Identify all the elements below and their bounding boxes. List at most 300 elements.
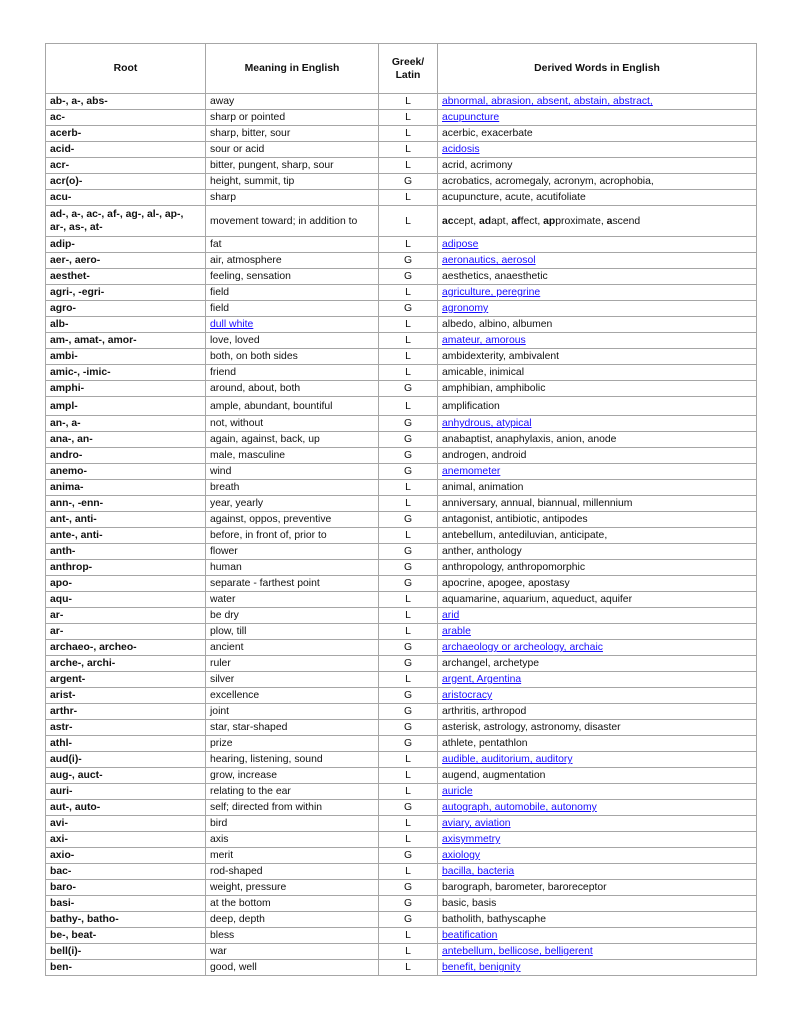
table-row bbox=[46, 784, 757, 800]
greek-latin-cell: G bbox=[379, 848, 438, 864]
greek-latin-cell: L bbox=[379, 94, 438, 110]
derived-cell: anniversary, annual, biannual, millennium bbox=[438, 496, 757, 512]
root-cell: axi- bbox=[46, 832, 206, 848]
root-cell: aesthet- bbox=[46, 269, 206, 285]
table-row bbox=[46, 237, 757, 253]
derived-cell-link[interactable]: aeronautics, aerosol bbox=[442, 255, 536, 266]
table-row bbox=[46, 126, 757, 142]
derived-cell-link[interactable]: archaeology or archeology, archaic bbox=[442, 642, 603, 653]
meaning-cell: good, well bbox=[206, 960, 379, 976]
table-row bbox=[46, 896, 757, 912]
root-cell: ar- bbox=[46, 624, 206, 640]
table-row bbox=[46, 608, 757, 624]
table-row bbox=[46, 560, 757, 576]
meaning-cell: not, without bbox=[206, 416, 379, 432]
table-row bbox=[46, 397, 757, 416]
greek-latin-cell: G bbox=[379, 416, 438, 432]
table-row bbox=[46, 736, 757, 752]
root-cell: ambi- bbox=[46, 349, 206, 365]
table-row bbox=[46, 592, 757, 608]
root-cell: anthrop- bbox=[46, 560, 206, 576]
derived-cell: anthropology, anthropomorphic bbox=[438, 560, 757, 576]
derived-cell-link[interactable]: anemometer bbox=[442, 466, 501, 477]
table-row bbox=[46, 816, 757, 832]
root-cell: ad-, a-, ac-, af-, ag-, al-, ap-, ar-, as-, at- bbox=[46, 206, 206, 237]
meaning-cell: away bbox=[206, 94, 379, 110]
derived-cell: acrid, acrimony bbox=[438, 158, 757, 174]
root-cell: axio- bbox=[46, 848, 206, 864]
table-row bbox=[46, 640, 757, 656]
meaning-cell: year, yearly bbox=[206, 496, 379, 512]
table-row bbox=[46, 656, 757, 672]
header-meaning: Meaning in English bbox=[206, 44, 379, 94]
derived-cell: albedo, albino, albumen bbox=[438, 317, 757, 333]
root-cell: alb- bbox=[46, 317, 206, 333]
root-cell: ben- bbox=[46, 960, 206, 976]
greek-latin-cell: L bbox=[379, 768, 438, 784]
root-cell: athl- bbox=[46, 736, 206, 752]
table-row bbox=[46, 416, 757, 432]
derived-cell-link[interactable]: arid bbox=[442, 610, 460, 621]
derived-cell: anabaptist, anaphylaxis, anion, anode bbox=[438, 432, 757, 448]
derived-cell bbox=[438, 333, 757, 349]
derived-cell bbox=[438, 624, 757, 640]
table-row bbox=[46, 269, 757, 285]
meaning-cell: field bbox=[206, 285, 379, 301]
greek-latin-cell: G bbox=[379, 448, 438, 464]
root-cell: anima- bbox=[46, 480, 206, 496]
table-row bbox=[46, 576, 757, 592]
greek-latin-cell: G bbox=[379, 720, 438, 736]
meaning-cell: sharp, bitter, sour bbox=[206, 126, 379, 142]
derived-cell bbox=[438, 928, 757, 944]
table-row bbox=[46, 110, 757, 126]
word-remainder: cept, bbox=[453, 215, 479, 227]
prefix-highlight: a bbox=[606, 215, 613, 227]
table-row bbox=[46, 672, 757, 688]
greek-latin-cell: L bbox=[379, 816, 438, 832]
derived-cell bbox=[438, 864, 757, 880]
roots-table bbox=[45, 43, 757, 976]
greek-latin-cell: G bbox=[379, 704, 438, 720]
table-row bbox=[46, 253, 757, 269]
root-cell: arist- bbox=[46, 688, 206, 704]
table-row bbox=[46, 720, 757, 736]
derived-cell: archangel, archetype bbox=[438, 656, 757, 672]
greek-latin-cell: L bbox=[379, 752, 438, 768]
meaning-cell: flower bbox=[206, 544, 379, 560]
greek-latin-cell: L bbox=[379, 158, 438, 174]
header-root: Root bbox=[46, 44, 206, 94]
root-cell: anemo- bbox=[46, 464, 206, 480]
greek-latin-cell: L bbox=[379, 528, 438, 544]
greek-latin-cell: G bbox=[379, 544, 438, 560]
table-row bbox=[46, 848, 757, 864]
greek-latin-cell: G bbox=[379, 512, 438, 528]
root-cell: aqu- bbox=[46, 592, 206, 608]
derived-cell bbox=[438, 960, 757, 976]
root-cell: acid- bbox=[46, 142, 206, 158]
derived-cell: aesthetics, anaesthetic bbox=[438, 269, 757, 285]
root-cell: acr- bbox=[46, 158, 206, 174]
table-row bbox=[46, 800, 757, 816]
meaning-cell: weight, pressure bbox=[206, 880, 379, 896]
meaning-cell: against, oppos, preventive bbox=[206, 512, 379, 528]
derived-cell: amphibian, amphibolic bbox=[438, 381, 757, 397]
table-row bbox=[46, 448, 757, 464]
table-row bbox=[46, 912, 757, 928]
table-row bbox=[46, 528, 757, 544]
derived-cell-link[interactable]: autograph, automobile, autonomy bbox=[442, 802, 597, 813]
derived-cell-link[interactable]: aristocracy bbox=[442, 690, 493, 701]
meaning-cell: ruler bbox=[206, 656, 379, 672]
root-cell: amic-, -imic- bbox=[46, 365, 206, 381]
prefix-highlight: ad bbox=[478, 215, 492, 227]
root-cell: adip- bbox=[46, 237, 206, 253]
greek-latin-cell: G bbox=[379, 640, 438, 656]
root-cell: agri-, -egri- bbox=[46, 285, 206, 301]
greek-latin-cell: L bbox=[379, 190, 438, 206]
table-row bbox=[46, 333, 757, 349]
derived-cell bbox=[438, 944, 757, 960]
derived-cell bbox=[438, 301, 757, 317]
derived-cell bbox=[438, 816, 757, 832]
meaning-cell: relating to the ear bbox=[206, 784, 379, 800]
greek-latin-cell: G bbox=[379, 576, 438, 592]
greek-latin-cell: G bbox=[379, 736, 438, 752]
derived-cell bbox=[438, 464, 757, 480]
prefix-highlight: af bbox=[511, 215, 521, 227]
derived-cell: arthritis, arthropod bbox=[438, 704, 757, 720]
greek-latin-cell: L bbox=[379, 960, 438, 976]
table-row bbox=[46, 480, 757, 496]
root-cell: ana-, an- bbox=[46, 432, 206, 448]
derived-cell bbox=[438, 832, 757, 848]
derived-cell: athlete, pentathlon bbox=[438, 736, 757, 752]
meaning-cell: field bbox=[206, 301, 379, 317]
table-row bbox=[46, 464, 757, 480]
meaning-cell: self; directed from within bbox=[206, 800, 379, 816]
word-remainder: apt, bbox=[491, 215, 512, 227]
greek-latin-cell: L bbox=[379, 944, 438, 960]
table-row bbox=[46, 768, 757, 784]
greek-latin-cell: L bbox=[379, 237, 438, 253]
meaning-cell bbox=[206, 317, 379, 333]
derived-cell-link[interactable]: acupuncture bbox=[442, 112, 500, 123]
meaning-cell: movement toward; in addition to bbox=[206, 206, 379, 237]
derived-cell-link[interactable]: beatification bbox=[442, 930, 498, 941]
meaning-cell: axis bbox=[206, 832, 379, 848]
root-cell: auri- bbox=[46, 784, 206, 800]
greek-latin-cell: G bbox=[379, 896, 438, 912]
root-cell: bathy-, batho- bbox=[46, 912, 206, 928]
root-cell: am-, amat-, amor- bbox=[46, 333, 206, 349]
derived-cell-link[interactable]: acidosis bbox=[442, 144, 480, 155]
meaning-cell: bitter, pungent, sharp, sour bbox=[206, 158, 379, 174]
root-cell: amphi- bbox=[46, 381, 206, 397]
meaning-cell: again, against, back, up bbox=[206, 432, 379, 448]
table-row bbox=[46, 704, 757, 720]
derived-cell-link[interactable]: agronomy bbox=[442, 303, 489, 314]
greek-latin-cell: L bbox=[379, 496, 438, 512]
greek-latin-cell: G bbox=[379, 381, 438, 397]
meaning-cell: ancient bbox=[206, 640, 379, 656]
greek-latin-cell: L bbox=[379, 206, 438, 237]
derived-cell-link[interactable]: argent, Argentina bbox=[442, 674, 522, 685]
root-cell: ac- bbox=[46, 110, 206, 126]
greek-latin-cell: G bbox=[379, 656, 438, 672]
root-cell: an-, a- bbox=[46, 416, 206, 432]
meaning-cell: air, atmosphere bbox=[206, 253, 379, 269]
table-row bbox=[46, 206, 757, 237]
derived-cell bbox=[438, 848, 757, 864]
table-row bbox=[46, 94, 757, 110]
greek-latin-cell: L bbox=[379, 624, 438, 640]
table-row bbox=[46, 496, 757, 512]
root-cell: ar- bbox=[46, 608, 206, 624]
root-cell: avi- bbox=[46, 816, 206, 832]
root-cell: bac- bbox=[46, 864, 206, 880]
derived-cell-link[interactable]: axisymmetry bbox=[442, 834, 501, 845]
meaning-cell: grow, increase bbox=[206, 768, 379, 784]
greek-latin-cell: L bbox=[379, 832, 438, 848]
root-cell: ampl- bbox=[46, 397, 206, 416]
root-cell: acr(o)- bbox=[46, 174, 206, 190]
table-row bbox=[46, 752, 757, 768]
meaning-cell: friend bbox=[206, 365, 379, 381]
meaning-cell: deep, depth bbox=[206, 912, 379, 928]
derived-cell-link[interactable]: auricle bbox=[442, 786, 473, 797]
greek-latin-cell: G bbox=[379, 912, 438, 928]
header-derived-words: Derived Words in English bbox=[438, 44, 757, 94]
greek-latin-cell: L bbox=[379, 349, 438, 365]
root-cell: anth- bbox=[46, 544, 206, 560]
greek-latin-cell: L bbox=[379, 784, 438, 800]
derived-cell: ambidexterity, ambivalent bbox=[438, 349, 757, 365]
root-cell: arche-, archi- bbox=[46, 656, 206, 672]
table-row bbox=[46, 285, 757, 301]
table-row bbox=[46, 832, 757, 848]
meaning-cell: star, star-shaped bbox=[206, 720, 379, 736]
greek-latin-cell: L bbox=[379, 317, 438, 333]
meaning-cell: sour or acid bbox=[206, 142, 379, 158]
derived-cell: antebellum, antediluvian, anticipate, bbox=[438, 528, 757, 544]
greek-latin-cell: G bbox=[379, 253, 438, 269]
greek-latin-cell: G bbox=[379, 880, 438, 896]
table-row bbox=[46, 688, 757, 704]
derived-cell-link[interactable]: aviary, aviation bbox=[442, 818, 511, 829]
derived-cell: augend, augmentation bbox=[438, 768, 757, 784]
root-cell: baro- bbox=[46, 880, 206, 896]
derived-cell-link[interactable]: agriculture, peregrine bbox=[442, 287, 541, 298]
meaning-cell: water bbox=[206, 592, 379, 608]
derived-cell bbox=[438, 110, 757, 126]
derived-cell: asterisk, astrology, astronomy, disaster bbox=[438, 720, 757, 736]
root-cell: acu- bbox=[46, 190, 206, 206]
derived-cell-link[interactable]: antebellum, bellicose, belligerent bbox=[442, 946, 593, 957]
root-cell: ant-, anti- bbox=[46, 512, 206, 528]
greek-latin-cell: G bbox=[379, 560, 438, 576]
table-row bbox=[46, 960, 757, 976]
table-row bbox=[46, 142, 757, 158]
root-cell: archaeo-, archeo- bbox=[46, 640, 206, 656]
greek-latin-cell: L bbox=[379, 142, 438, 158]
root-cell: aug-, auct- bbox=[46, 768, 206, 784]
derived-cell-link[interactable]: audible, auditorium, auditory bbox=[442, 754, 573, 765]
derived-cell: animal, animation bbox=[438, 480, 757, 496]
greek-latin-cell: L bbox=[379, 592, 438, 608]
meaning-cell: sharp or pointed bbox=[206, 110, 379, 126]
meaning-cell: breath bbox=[206, 480, 379, 496]
derived-cell-link[interactable]: amateur, amorous bbox=[442, 335, 526, 346]
meaning-cell: height, summit, tip bbox=[206, 174, 379, 190]
derived-cell-link[interactable]: abnormal, abrasion, absent, abstain, abstract, bbox=[442, 96, 653, 107]
derived-cell bbox=[438, 752, 757, 768]
table-row bbox=[46, 317, 757, 333]
root-cell: aut-, auto- bbox=[46, 800, 206, 816]
table-header-row bbox=[46, 44, 757, 94]
meaning-cell: be dry bbox=[206, 608, 379, 624]
derived-cell: amplification bbox=[438, 397, 757, 416]
derived-cell bbox=[438, 784, 757, 800]
derived-cell-link[interactable]: bacilla, bacteria bbox=[442, 866, 515, 877]
meaning-cell: around, about, both bbox=[206, 381, 379, 397]
derived-cell bbox=[438, 672, 757, 688]
greek-latin-cell: G bbox=[379, 688, 438, 704]
derived-cell: anther, anthology bbox=[438, 544, 757, 560]
derived-cell: acerbic, exacerbate bbox=[438, 126, 757, 142]
table-row bbox=[46, 512, 757, 528]
greek-latin-cell: L bbox=[379, 480, 438, 496]
greek-latin-cell: G bbox=[379, 800, 438, 816]
meaning-cell: bird bbox=[206, 816, 379, 832]
greek-latin-cell: L bbox=[379, 928, 438, 944]
derived-cell bbox=[438, 416, 757, 432]
root-cell: arthr- bbox=[46, 704, 206, 720]
derived-cell: aquamarine, aquarium, aqueduct, aquifer bbox=[438, 592, 757, 608]
root-cell: argent- bbox=[46, 672, 206, 688]
greek-latin-cell: G bbox=[379, 432, 438, 448]
meaning-cell: human bbox=[206, 560, 379, 576]
word-remainder: scend bbox=[612, 215, 641, 227]
greek-latin-cell: G bbox=[379, 301, 438, 317]
table-row bbox=[46, 381, 757, 397]
meaning-cell: prize bbox=[206, 736, 379, 752]
greek-latin-cell: L bbox=[379, 608, 438, 624]
derived-cell-link[interactable]: arable bbox=[442, 626, 471, 637]
meaning-cell: excellence bbox=[206, 688, 379, 704]
meaning-cell: male, masculine bbox=[206, 448, 379, 464]
meaning-cell: before, in front of, prior to bbox=[206, 528, 379, 544]
meaning-cell: joint bbox=[206, 704, 379, 720]
root-cell: ab-, a-, abs- bbox=[46, 94, 206, 110]
header-greek-latin: Greek/ Latin bbox=[379, 44, 438, 94]
derived-cell bbox=[438, 608, 757, 624]
derived-cell-link[interactable]: anhydrous, atypical bbox=[442, 418, 532, 429]
table-row bbox=[46, 432, 757, 448]
greek-latin-cell: G bbox=[379, 174, 438, 190]
table-row bbox=[46, 880, 757, 896]
root-cell: be-, beat- bbox=[46, 928, 206, 944]
derived-cell bbox=[438, 688, 757, 704]
prefix-highlight: ap bbox=[543, 215, 556, 227]
table-row bbox=[46, 190, 757, 206]
greek-latin-cell: G bbox=[379, 464, 438, 480]
root-cell: aud(i)- bbox=[46, 752, 206, 768]
table-row bbox=[46, 864, 757, 880]
table-row bbox=[46, 544, 757, 560]
root-cell: acerb- bbox=[46, 126, 206, 142]
greek-latin-cell: L bbox=[379, 365, 438, 381]
derived-cell: androgen, android bbox=[438, 448, 757, 464]
meaning-cell: silver bbox=[206, 672, 379, 688]
table-row bbox=[46, 174, 757, 190]
table-row bbox=[46, 624, 757, 640]
meaning-cell: bless bbox=[206, 928, 379, 944]
greek-latin-cell: G bbox=[379, 269, 438, 285]
derived-cell bbox=[438, 142, 757, 158]
meaning-cell: hearing, listening, sound bbox=[206, 752, 379, 768]
meaning-cell: separate - farthest point bbox=[206, 576, 379, 592]
word-remainder: fect, bbox=[520, 215, 544, 227]
derived-cell: apocrine, apogee, apostasy bbox=[438, 576, 757, 592]
root-cell: ann-, -enn- bbox=[46, 496, 206, 512]
table-row bbox=[46, 349, 757, 365]
table-row bbox=[46, 301, 757, 317]
root-cell: agro- bbox=[46, 301, 206, 317]
meaning-cell-link[interactable]: dull white bbox=[210, 319, 254, 330]
greek-latin-cell: L bbox=[379, 126, 438, 142]
table-row bbox=[46, 928, 757, 944]
meaning-cell: love, loved bbox=[206, 333, 379, 349]
meaning-cell: ample, abundant, bountiful bbox=[206, 397, 379, 416]
meaning-cell: rod-shaped bbox=[206, 864, 379, 880]
derived-cell: acrobatics, acromegaly, acronym, acrophobia, bbox=[438, 174, 757, 190]
table-body bbox=[46, 94, 757, 976]
derived-cell bbox=[438, 800, 757, 816]
word-remainder: proximate, bbox=[555, 215, 607, 227]
derived-cell-link[interactable]: benefit, benignity bbox=[442, 962, 521, 973]
greek-latin-cell: L bbox=[379, 397, 438, 416]
derived-cell: amicable, inimical bbox=[438, 365, 757, 381]
meaning-cell: feeling, sensation bbox=[206, 269, 379, 285]
meaning-cell: wind bbox=[206, 464, 379, 480]
greek-latin-cell: L bbox=[379, 333, 438, 349]
meaning-cell: fat bbox=[206, 237, 379, 253]
greek-latin-cell: L bbox=[379, 285, 438, 301]
root-cell: aer-, aero- bbox=[46, 253, 206, 269]
root-cell: andro- bbox=[46, 448, 206, 464]
greek-latin-cell: L bbox=[379, 864, 438, 880]
meaning-cell: plow, till bbox=[206, 624, 379, 640]
greek-latin-cell: L bbox=[379, 672, 438, 688]
root-cell: basi- bbox=[46, 896, 206, 912]
derived-cell: basic, basis bbox=[438, 896, 757, 912]
meaning-cell: war bbox=[206, 944, 379, 960]
derived-cell bbox=[438, 640, 757, 656]
derived-cell: batholith, bathyscaphe bbox=[438, 912, 757, 928]
derived-cell bbox=[438, 253, 757, 269]
derived-cell-link[interactable]: adipose bbox=[442, 239, 479, 250]
meaning-cell: sharp bbox=[206, 190, 379, 206]
root-cell: bell(i)- bbox=[46, 944, 206, 960]
meaning-cell: merit bbox=[206, 848, 379, 864]
derived-cell bbox=[438, 285, 757, 301]
table-row bbox=[46, 944, 757, 960]
root-cell: astr- bbox=[46, 720, 206, 736]
derived-cell-link[interactable]: axiology bbox=[442, 850, 481, 861]
meaning-cell: at the bottom bbox=[206, 896, 379, 912]
